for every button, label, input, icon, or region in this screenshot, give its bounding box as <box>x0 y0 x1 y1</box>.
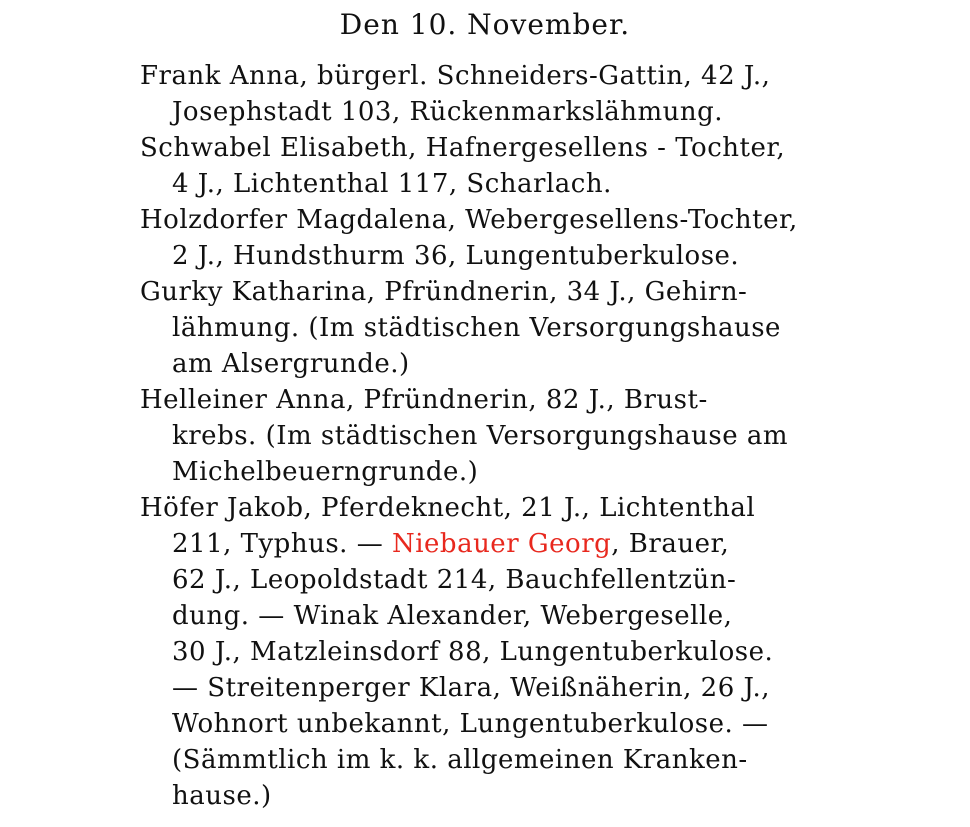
entry-line: — Streitenperger Klara, Weißnäherin, 26 J., <box>172 673 770 703</box>
date-heading: Den 10. November. <box>339 8 631 41</box>
highlighted-name: Niebauer Georg <box>391 529 612 559</box>
entry-line: lähmung. (Im städtischen Versorgungshause <box>172 313 781 343</box>
entry-line: Michelbeuerngrunde.) <box>172 457 479 487</box>
entry-line: dung. — Winak Alexander, Webergeselle, <box>172 601 733 631</box>
entry-line: am Alsergrunde.) <box>172 349 410 379</box>
entry-text: , Brauer, <box>611 529 730 559</box>
entry-line: hause.) <box>172 781 272 811</box>
entry-line: 2 J., Hundsthurm 36, Lungentuberkulose. <box>172 241 740 271</box>
entry-line: Helleiner Anna, Pfründnerin, 82 J., Brust- <box>140 385 708 415</box>
entry-line: Frank Anna, bürgerl. Schneiders-Gattin, 42 J., <box>140 61 771 91</box>
entry-line: (Sämmtlich im k. k. allgemeinen Kranken- <box>172 745 748 775</box>
entry-line: Schwabel Elisabeth, Hafnergesellens - Tochter, <box>140 133 786 163</box>
entry-line: 4 J., Lichtenthal 117, Scharlach. <box>172 169 612 199</box>
entry-line: Josephstadt 103, Rückenmarkslähmung. <box>172 97 724 127</box>
entry-line: Holzdorfer Magdalena, Webergesellens-Tochter, <box>140 205 798 235</box>
entry-line-with-highlight <box>172 526 729 562</box>
entry-line: Gurky Katharina, Pfründnerin, 34 J., Gehirn- <box>140 277 748 307</box>
entry-line: 62 J., Leopoldstadt 214, Bauchfellentzün- <box>172 565 737 595</box>
entry-text: 211, Typhus. — <box>172 529 392 559</box>
entry-line: Höfer Jakob, Pferdeknecht, 21 J., Lichtenthal <box>140 493 756 523</box>
entry-line: Wohnort unbekannt, Lungentuberkulose. — <box>172 709 769 739</box>
entry-line: 30 J., Matzleinsdorf 88, Lungentuberkulose. <box>172 637 774 667</box>
entry-line: krebs. (Im städtischen Versorgungshause am <box>172 421 789 451</box>
